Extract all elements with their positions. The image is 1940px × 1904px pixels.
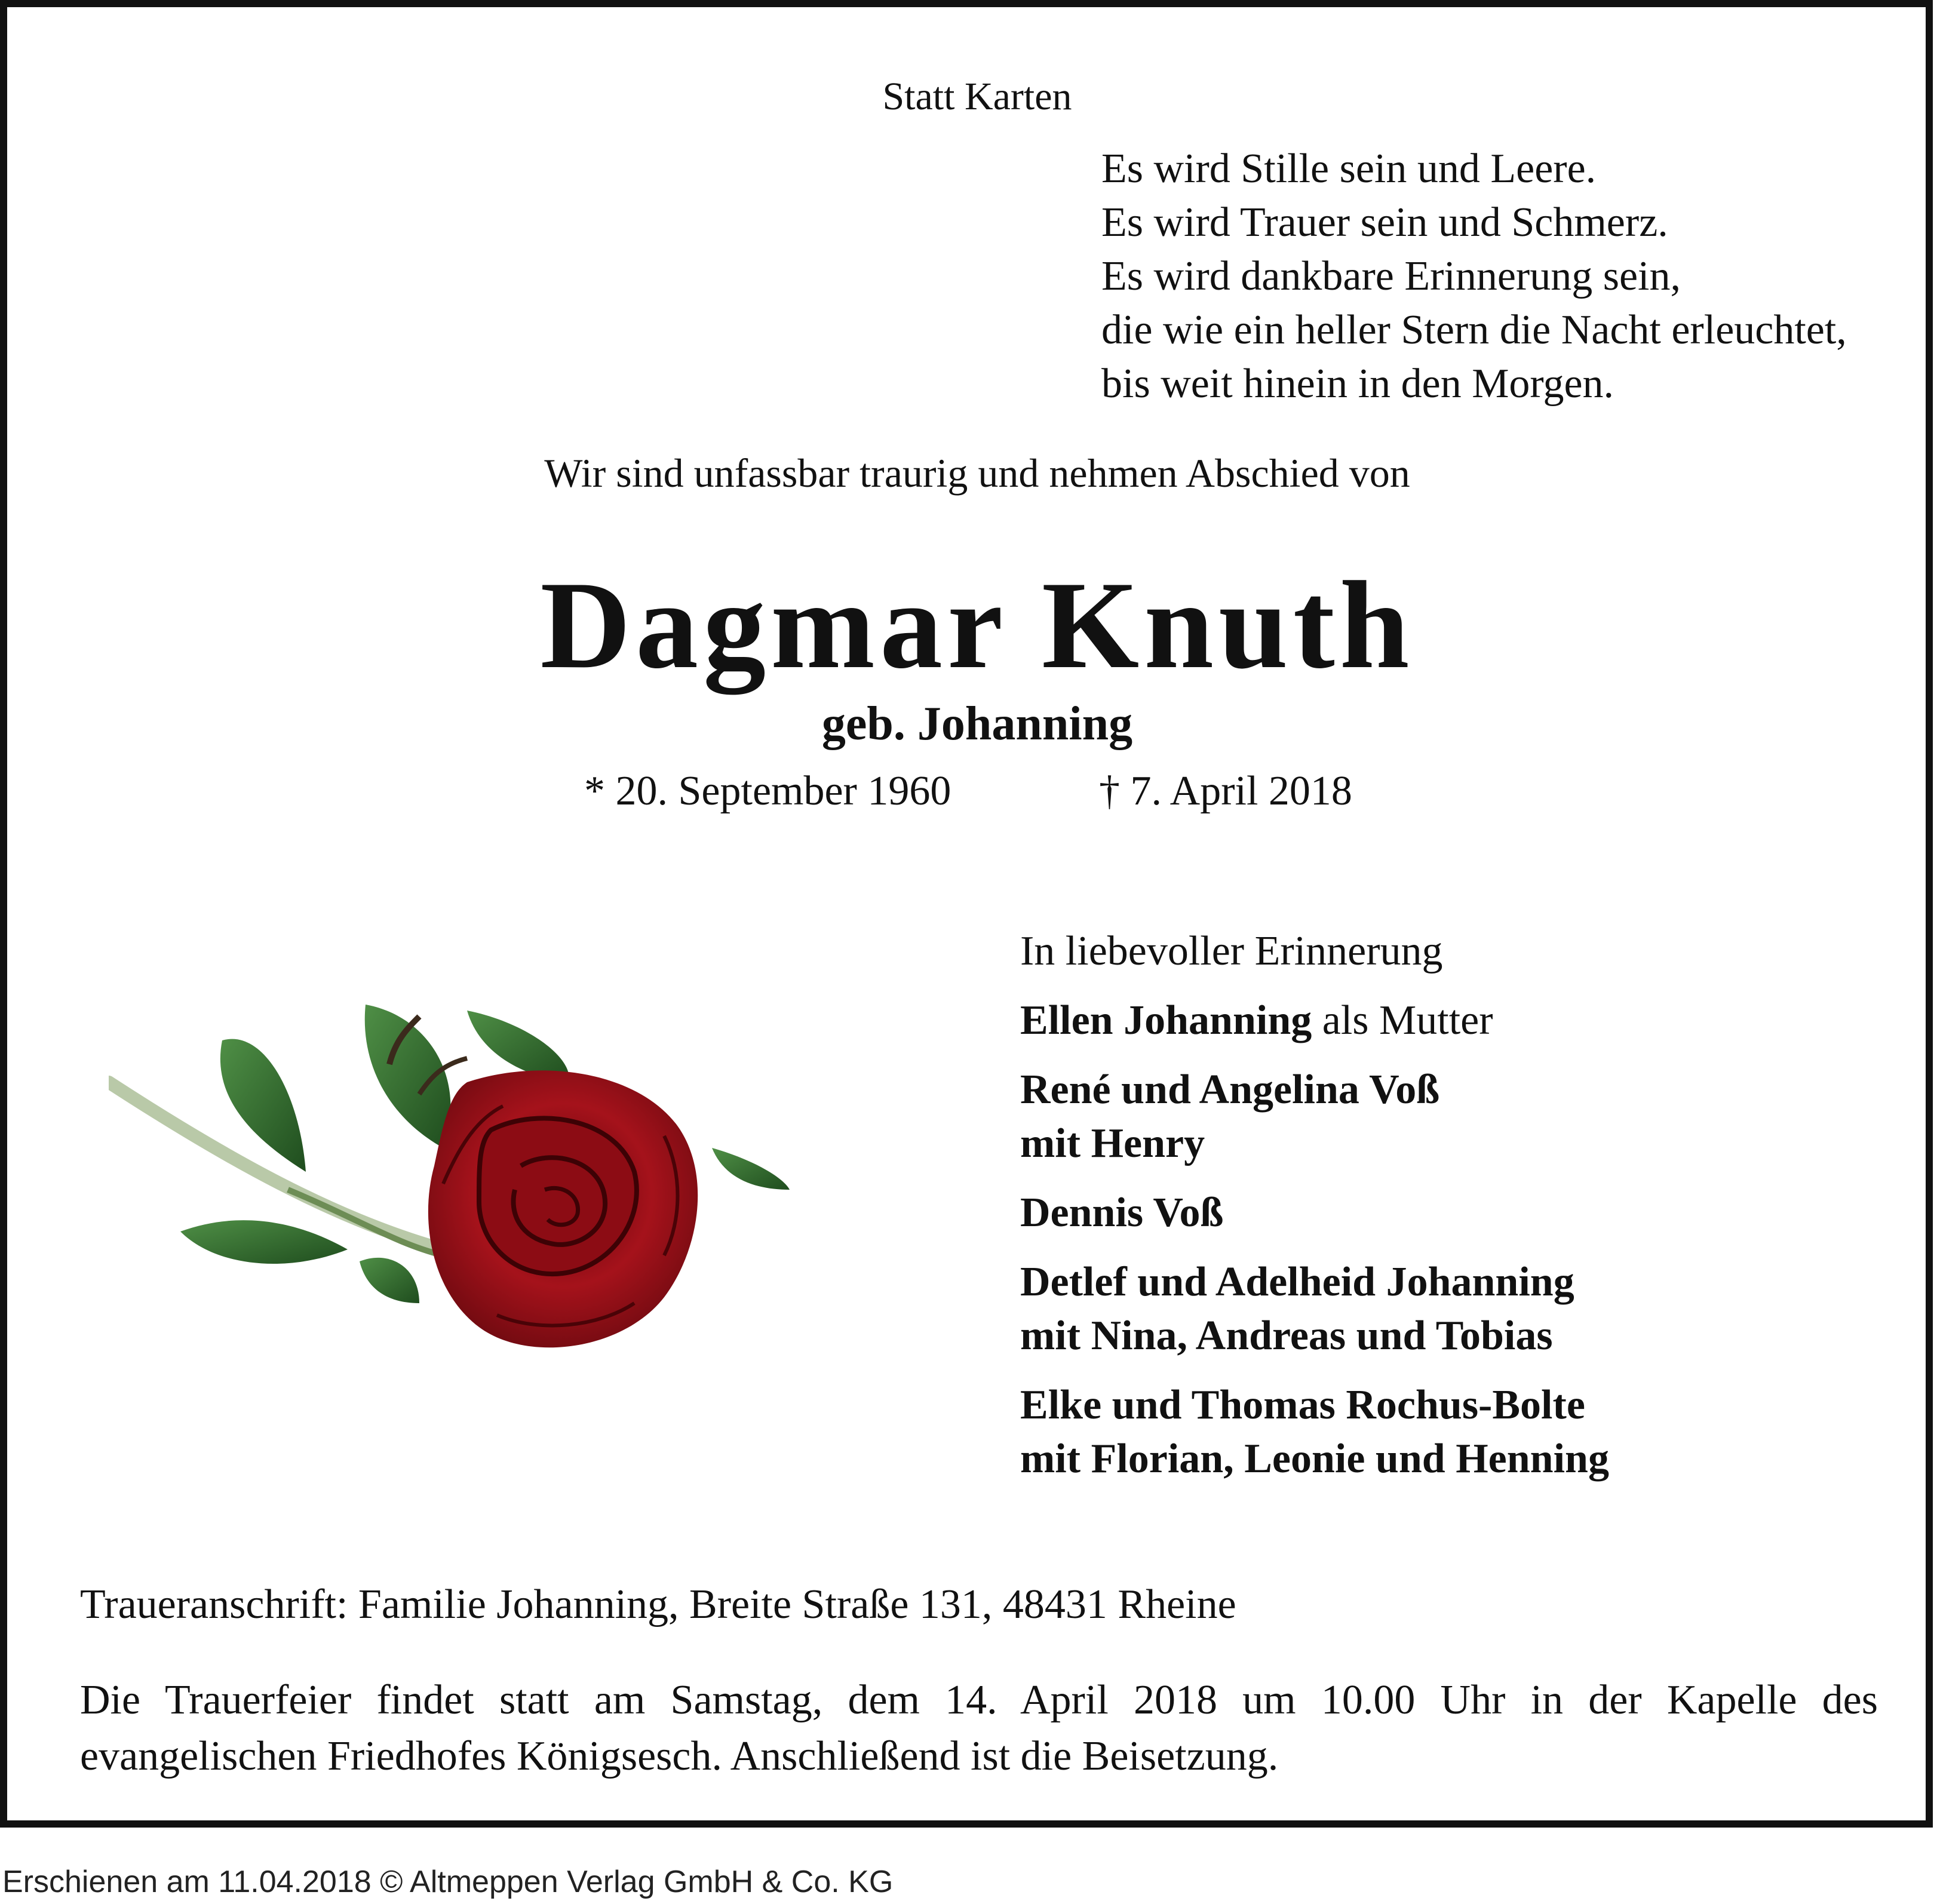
family-entry: mit Henry (1020, 1120, 1205, 1166)
intro-text: Wir sind unfassbar traurig und nehmen Abschied von (544, 450, 1410, 496)
mother-name: Ellen Johanning (1020, 997, 1312, 1043)
mourning-address: Traueranschrift: Familie Johanning, Breite Straße 131, 48431 Rheine (80, 1581, 1236, 1627)
poem-line: bis weit hinein in den Morgen. (1101, 361, 1614, 407)
family-entry: mit Nina, Andreas und Tobias (1020, 1313, 1553, 1359)
poem-line: Es wird dankbare Erinnerung sein, (1101, 253, 1681, 299)
poem-line: die wie ein heller Stern die Nacht erleuchtet, (1101, 307, 1847, 353)
statt-karten: Statt Karten (882, 75, 1072, 118)
family-entry: Detlef und Adelheid Johanning (1020, 1259, 1574, 1305)
family-entry: René und Angelina Voß (1020, 1067, 1440, 1113)
rose-image (109, 993, 796, 1411)
deceased-name: Dagmar Knuth (540, 556, 1414, 695)
service-info: Die Trauerfeier findet statt am Samstag, dem 14. April 2018 um 10.00 Uhr in der Kapelle des evangelischen Friedhofes Königsesch. Anschließend ist die Beisetzung. (80, 1677, 1878, 1779)
poem-line: Es wird Trauer sein und Schmerz. (1101, 199, 1668, 245)
family-entry: mit Florian, Leonie und Henning (1020, 1436, 1609, 1482)
publication-footer: Erschienen am 11.04.2018 © Altmeppen Verlag GmbH & Co. KG (2, 1865, 894, 1899)
family-entry: Elke und Thomas Rochus-Bolte (1020, 1382, 1585, 1428)
family-entry-mother (1020, 994, 1609, 1048)
mother-role: als Mutter (1312, 997, 1493, 1043)
family-entry: Dennis Voß (1020, 1190, 1224, 1236)
death-date: † 7. April 2018 (1099, 768, 1352, 814)
family-list (1020, 925, 1609, 1486)
birth-date: * 20. September 1960 (584, 768, 951, 814)
family-heading: In liebevoller Erinnerung (1020, 928, 1443, 974)
poem-line: Es wird Stille sein und Leere. (1101, 146, 1597, 192)
poem (1101, 142, 1847, 411)
maiden-name: geb. Johanning (821, 698, 1133, 750)
